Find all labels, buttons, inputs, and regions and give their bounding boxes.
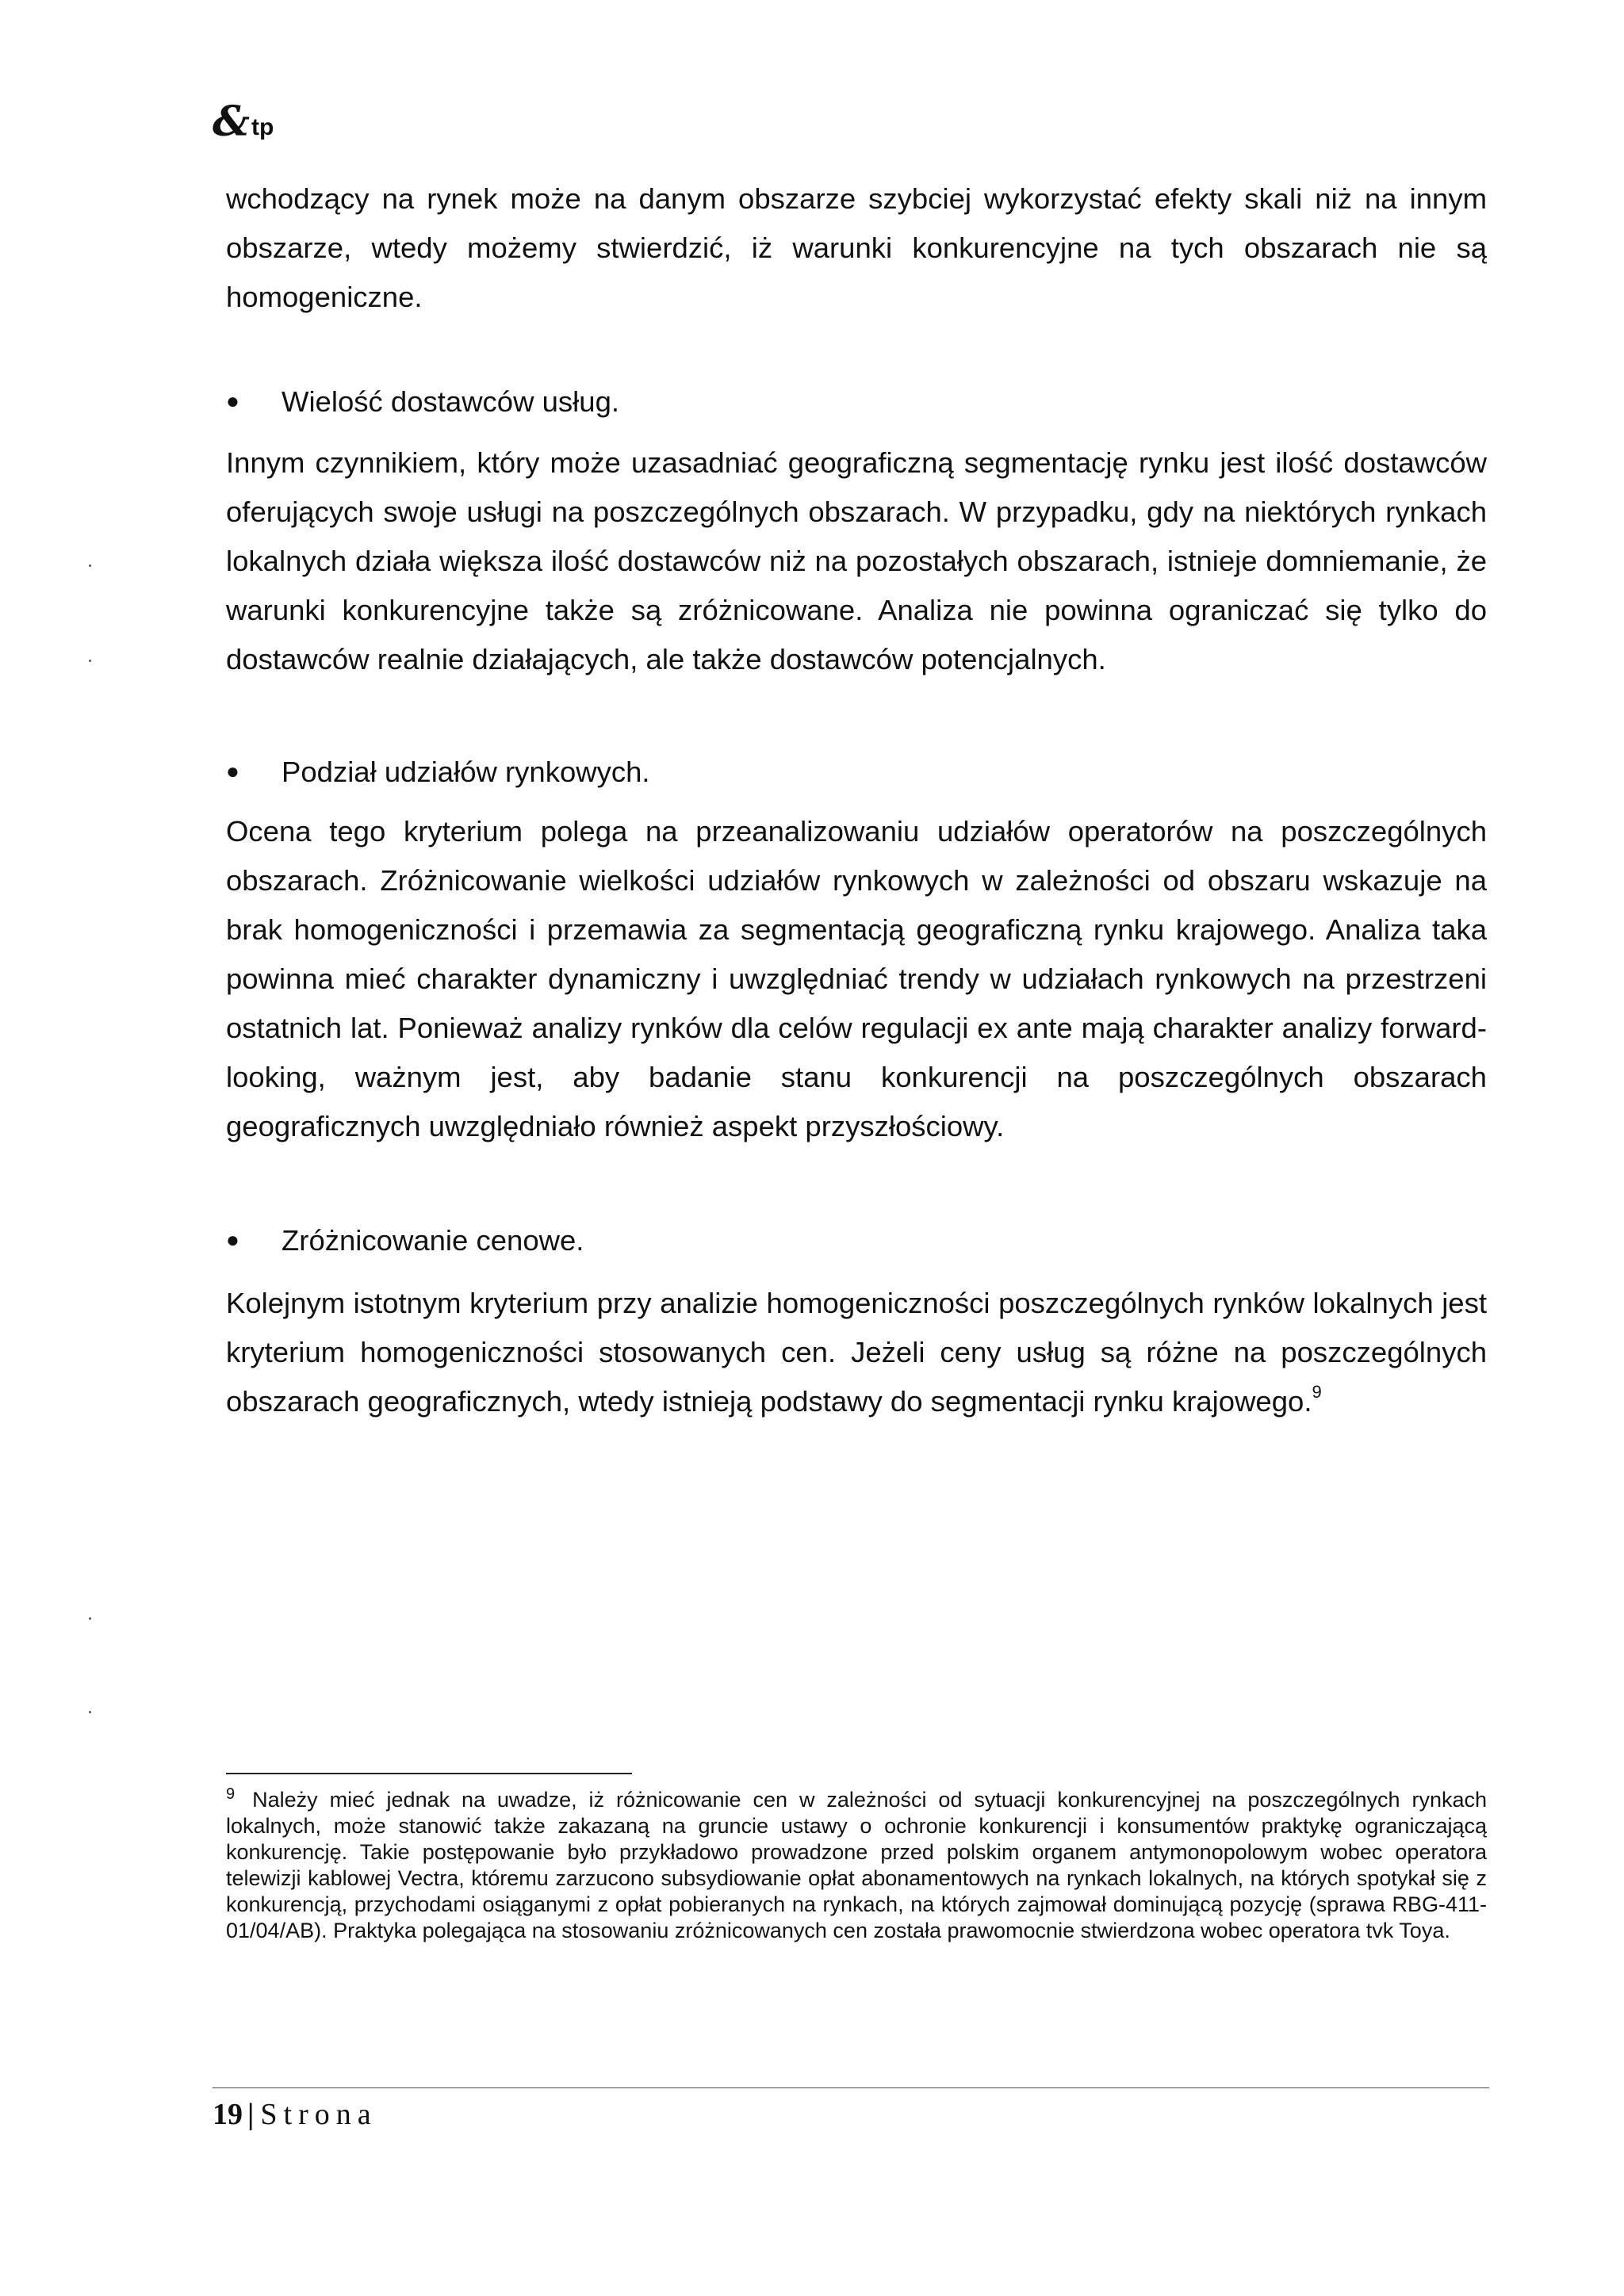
bullet-item-price-diff (226, 1216, 1487, 1268)
scan-speck (89, 1617, 91, 1620)
paragraph-price-diff (226, 1279, 1487, 1426)
bullet-item-market-shares (226, 748, 1487, 799)
scan-speck (89, 660, 91, 662)
paragraph-suppliers: Innym czynnikiem, który może uzasadniać geograficzną segmentację rynku jest ilość dostawców oferujących swoje usługi na poszczególnych obszarach. W przypadku, gdy na niektórych rynkach lokalnych działa większa ilość dostawców niż na pozostałych obszarach, istnieje domniemanie, że warunki konkurencyjne także są zróżnicowane. Analiza nie powinna ograniczać się tylko do dostawców realnie działających, ale także dostawców potencjalnych. (226, 446, 1487, 675)
bullet-label: Wielość dostawców usług. (282, 385, 620, 418)
bullet-icon: ● (226, 388, 239, 413)
footer-divider (213, 2087, 1489, 2088)
footnote-text: Należy mieć jednak na uwadze, iż różnicowanie cen w zależności od sytuacji konkurencyjnej na poszczególnych rynkach lokalnych, może stanowić także zakazaną na gruncie ustawy o ochronie konkurencji i konsumentów praktykę ograniczającą konkurencję. Takie postępowanie było przykładowo prowadzone przed polskim organem antymonopolowym wobec operatora telewizji kablowej Vectra, któremu zarzucono subsydiowanie opłat abonamentowych na rynkach lokalnych, na których spotykał się z konkurencją, przychodami osiąganymi z opłat pobieranych na rynkach, na których zajmował dominującą pozycję (sprawa RBG-411-01/04/AB). Praktyka polegająca na stosowaniu zróżnicowanych cen została prawomocnie stwierdzona wobec operatora tvk Toya. (226, 1788, 1487, 1942)
bullet-icon: ● (226, 759, 239, 783)
main-text (226, 174, 1487, 1426)
paragraph-intro: wchodzący na rynek może na danym obszarze szybciej wykorzystać efekty skali niż na innym obszarze, wtedy możemy stwierdzić, iż warunki konkurencyjne na tych obszarach nie są homogeniczne. (226, 182, 1487, 313)
page-number: 19 (213, 2098, 243, 2131)
bullet-label: Podział udziałów rynkowych. (282, 756, 650, 788)
scan-speck (89, 1711, 91, 1713)
footnote (226, 1787, 1487, 1944)
page-label: Strona (260, 2098, 377, 2131)
page-footer (213, 2099, 377, 2130)
logo-text: tp (251, 114, 274, 140)
bullet-icon: ● (226, 1227, 239, 1252)
bullet-label: Zróżnicowanie cenowe. (282, 1224, 584, 1257)
paragraph-price-diff-text: Kolejnym istotnym kryterium przy analizie homogeniczności poszczególnych rynków lokalnych jest kryterium homogeniczności stosowanych cen. Jeżeli ceny usług są różne na poszczególnych obszarach geograficznych, wtedy istnieją podstawy do segmentacji rynku krajowego. (226, 1287, 1487, 1418)
scan-speck (89, 564, 91, 567)
paragraph-market-shares: Ocena tego kryterium polega na przeanalizowaniu udziałów operatorów na poszczególnych obszarach. Zróżnicowanie wielkości udziałów rynkowych w zależności od obszaru wskazuje na brak homogeniczności i przemawia za segmentacją geograficzną rynku krajowego. Analiza taka powinna mieć charakter dynamiczny i uwzględniać trendy w udziałach rynkowych na przestrzeni ostatnich lat. Ponieważ analizy rynków dla celów regulacji ex ante mają charakter analizy forward-looking, ważnym jest, aby badanie stanu konkurencji na poszczególnych obszarach geograficznych uwzględniało również aspekt przyszłościowy. (226, 815, 1487, 1142)
footnote-reference[interactable]: 9 (1312, 1381, 1322, 1402)
logo-mark: & (213, 98, 250, 146)
bullet-item-suppliers (226, 377, 1487, 429)
utp-logo (213, 98, 274, 146)
footnote-number: 9 (226, 1785, 236, 1803)
footnote-divider (226, 1773, 632, 1774)
page-separator: | (247, 2098, 255, 2131)
